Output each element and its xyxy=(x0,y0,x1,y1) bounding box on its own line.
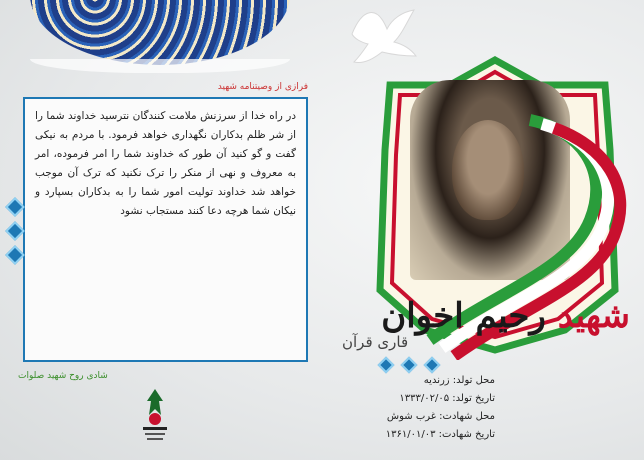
card-title: فرازی از وصیتنامه شهید xyxy=(217,82,308,92)
diamond-ornament xyxy=(401,357,418,374)
side-ornaments xyxy=(8,200,22,272)
salavat-note: شادی روح شهید صلوات xyxy=(18,371,108,381)
will-card xyxy=(23,97,308,362)
martyr-role: قاری قرآن xyxy=(342,333,409,351)
martyr-name xyxy=(381,296,630,336)
diamond-ornament xyxy=(5,245,25,265)
foundation-logo xyxy=(135,385,175,455)
info-line: محل تولد: زرندیه xyxy=(423,375,495,386)
info-line: محل شهادت: غرب شوش xyxy=(386,411,495,422)
martyr-prefix: شهید xyxy=(557,296,630,336)
martyr-name-text: رحیم اخوان xyxy=(381,296,546,336)
diamond-ornament xyxy=(424,357,441,374)
will-text: در راه خدا از سرزنش ملامت کنندگان نترسید خداوند شما را از شر ظلم بدکاران نگهداری خواهد فرمود. با مردم به نیکی گفت و گو کنید آن طور که خداوند شما را امر فرموده، امر به معروف و نهی از منکر را ترک نکنید که ترک آن موجب خواهد شد خداوند تولیت امور شما را به بدکاران بسپارد و نیکان شما هرچه دعا کنند مستجاب نشود xyxy=(35,110,296,217)
diamond-ornament xyxy=(378,357,395,374)
diamond-ornament xyxy=(5,197,25,217)
diamond-ornament xyxy=(5,221,25,241)
martyr-info xyxy=(320,372,495,444)
info-line: تاریخ تولد: ۱۳۳۳/۰۲/۰۵ xyxy=(399,393,495,404)
info-line: تاریخ شهادت: ۱۳۶۱/۰۱/۰۳ xyxy=(385,429,495,440)
